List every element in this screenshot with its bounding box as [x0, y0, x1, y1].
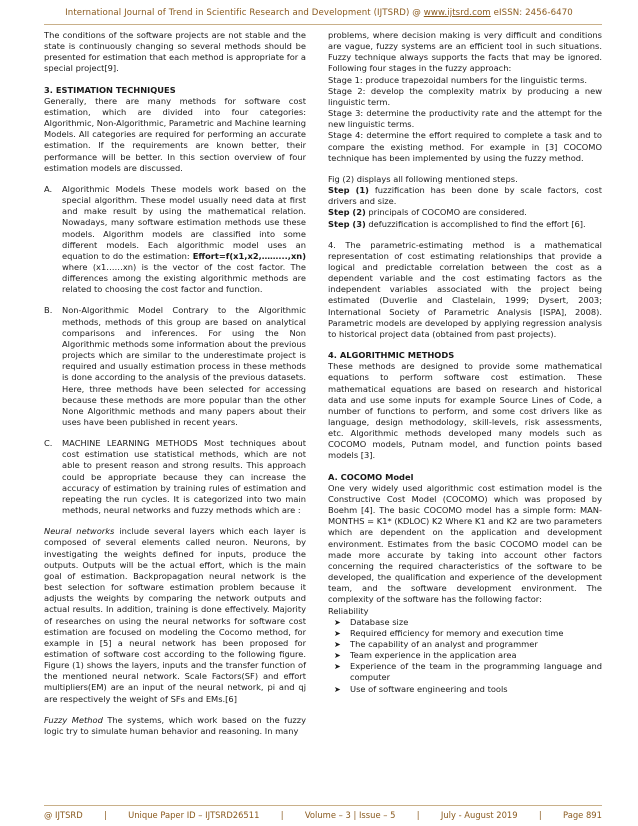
step-text: principals of COCOMO are considered. — [365, 207, 527, 218]
list-item — [328, 684, 602, 695]
arrow-bullet-icon: ➤ — [334, 639, 341, 649]
footer-rule — [44, 805, 602, 806]
section-heading: 3. ESTIMATION TECHNIQUES — [44, 84, 176, 95]
list-text: Non-Algorithmic Model Contrary to the Algorithmic methods, methods of this group are based on analytical comparisons and inferences. For using the Non Algorithmic methods some information about the previous projects which are similar to the underestimate project is required and usually estimation process in these methods is done according to the analysis of the previous datasets. Here, three methods have been selected for accessing because these methods are more popular than the other None Algorithmic methods and many papers about their uses have been published in recent years. — [62, 305, 306, 427]
footer-date: July - August 2019 — [440, 810, 518, 820]
effort-formula: Effort=f(x1,x2,……...,xn) — [192, 250, 306, 261]
paragraph: Generally, there are many methods for software cost estimation, which are divided into four categories: Algorithmic, Non-Algorithmic, Parametric and Machine learning Models. All categories are required for performing an accurate estimation. If the requirements are known better, their performance will be better. In this section overview of four estimation models are discussed. — [44, 95, 306, 173]
paragraph: These methods are designed to provide some mathematical equations to perform software cost estimation. These mathematical equations are based on research and historical data and use some inputs for example Source Lines of Code, a number of functions to perform, and some cost drivers like as language, design methodology, skill-levels, risk assessments, etc. Algorithmic methods developed many models such as COCOMO models, Putnam model, and function points based models [3]. — [328, 361, 602, 461]
paragraph — [44, 715, 306, 737]
step-1 — [328, 185, 602, 207]
list-item — [328, 650, 602, 661]
arrow-bullet-icon: ➤ — [334, 651, 341, 661]
list-item-non-algorithmic — [44, 305, 306, 428]
list-item-machine-learning — [44, 438, 306, 516]
footer-volume: Volume – 3 | Issue – 5 — [304, 810, 396, 820]
step-text: fuzzification has been done by scale factors, cost drivers and size. — [328, 185, 602, 207]
paragraph: problems, where decision making is very difficult and conditions are vague, fuzzy systems are an efficient tool in such situations. Fuzzy technique always supports the facts that may be ignored. Following four stages in the fuzzy approach: — [328, 30, 602, 74]
footer-paper-id: Unique Paper ID – IJTSRD26511 — [128, 810, 260, 820]
footer-site: @ IJTSRD — [44, 810, 83, 820]
journal-header — [0, 8, 638, 18]
right-column — [328, 30, 602, 695]
stage-2: Stage 2: develop the complexity matrix by producing a new linguistic term. — [328, 85, 602, 107]
step-text: defuzzification is accomplished to find the effort [6]. — [365, 218, 586, 229]
bullet-text: Experience of the team in the programming language and computer — [350, 661, 602, 683]
list-text: where (x1……xn) is the vector of the cost factor. The differences among the existing algorithmic methods are related to choosing the cost factor and function. — [62, 261, 306, 295]
footer-page: Page 891 — [563, 810, 602, 820]
footer-separator: | — [280, 810, 284, 820]
stage-4: Stage 4: determine the effort required to complete a task and to compare the existing method. For example in [3] COCOMO technique has been implemented by using the fuzzy method. — [328, 130, 602, 163]
step-label: Step (1) — [328, 185, 369, 196]
list-item — [328, 628, 602, 639]
term-label: Neural networks — [44, 526, 115, 537]
reliability-label: Reliability — [328, 605, 369, 616]
bullet-text: Use of software engineering and tools — [350, 683, 508, 694]
list-marker: A. — [44, 183, 53, 194]
factor-list — [328, 617, 602, 695]
journal-link[interactable]: www.ijtsrd.com — [423, 8, 491, 18]
issn: eISSN: 2456-6470 — [490, 8, 573, 18]
step-3 — [328, 219, 602, 230]
list-text: Algorithmic Models These models work based on the special algorithm. These model usually need data at first and make result by using the mathematical relation. Nowadays, many software estimation methods use these models. Algorithm models are classified into some different models. Each algorithmic model uses an equation to do the estimation: — [62, 183, 306, 261]
footer-separator: | — [416, 810, 420, 820]
paragraph — [44, 526, 306, 705]
arrow-bullet-icon: ➤ — [334, 617, 341, 627]
paragraph: 4. The parametric-estimating method is a mathematical representation of cost estimating relationships that provide a logical and predictable correlation between the cost as a dependent variable and the cost estimating factors as the independent variables associated with the project being estimated (Duverlie and Clastelain, 1999; Dysert, 2003; International Society of Parametric Analysis [ISPA], 2008). Parametric models are developed by applying regression analysis to historical project data (obtained from past projects). — [328, 239, 602, 339]
paragraph-text: The systems, which work based on the fuzzy logic try to simulate human behavior and reasoning. In many — [44, 714, 306, 736]
journal-title: International Journal of Trend in Scientific Research and Development (IJTSRD) @ — [65, 8, 424, 18]
list-item — [328, 661, 602, 683]
paragraph-text: include several layers which each layer is composed of several elements called neuron. Neurons, by investigating the weights defined for inputs, produce the outputs. Outputs will be the actual effort, which is the main goal of estimation. Backpropagation neural network is the best selection for software estimation problem because it adjusts the weights by comparing the network outputs and actual results. In addition, training is done effectively. Majority of researches on using the neural networks for software cost estimation are focused on modeling the Cocomo method, for example in [5] a neural network has been proposed for estimation of software cost according to the following figure. Figure (1) shows the layers, inputs and the transfer function of the mentioned neural network. Scale Factors(SF) and effort multipliers(EM) are an input of the neural network, pi and qj are respectively the weight of SFs and EMs.[6] — [44, 526, 306, 704]
step-label: Step (3) — [328, 218, 366, 229]
list-item — [328, 639, 602, 650]
list-marker: B. — [44, 305, 53, 316]
bullet-text: Required efficiency for memory and execution time — [350, 627, 564, 638]
footer-separator: | — [103, 810, 107, 820]
arrow-bullet-icon: ➤ — [334, 684, 341, 694]
stage-1: Stage 1: produce trapezoidal numbers for the linguistic terms. — [328, 74, 587, 85]
list-text: MACHINE LEARNING METHODS Most techniques about cost estimation use statistical methods, which are not able to present reason and strong results. This approach could be appropriate because they can increase the accuracy of estimation by training rules of estimation and repeating the run cycles. It is categorized into two main methods, neural networks and fuzzy methods which are : — [62, 438, 306, 516]
subsection-heading: A. COCOMO Model — [328, 471, 414, 482]
step-2 — [328, 207, 602, 218]
bullet-text: The capability of an analyst and programmer — [350, 638, 538, 649]
list-item-algorithmic — [44, 184, 306, 296]
term-label: Fuzzy Method — [44, 714, 103, 725]
page-footer — [44, 810, 602, 820]
paragraph: One very widely used algorithmic cost estimation model is the Constructive Cost Model (COCOMO) which was proposed by Boehm [4]. The basic COCOMO model has a simple form: MAN-MONTHS = K1* (KDLOC) K2 Where K1 and K2 are two parameters which are dependent on the application and development environment. Estimates from the basic COCOMO model can be made more accurate by taking into account other factors concerning the required characteristics of the software to be developed, the qualification and experience of the development team, and the software development environment. The complexity of the software has the following factor: — [328, 482, 602, 605]
section-heading: 4. ALGORITHMIC METHODS — [328, 350, 455, 361]
header-rule — [44, 24, 602, 25]
footer-separator: | — [538, 810, 542, 820]
figure-reference: Fig (2) displays all following mentioned steps. — [328, 173, 518, 184]
list-marker: C. — [44, 438, 53, 449]
arrow-bullet-icon: ➤ — [334, 662, 341, 672]
list-item — [328, 617, 602, 628]
bullet-text: Database size — [350, 616, 409, 627]
stage-3: Stage 3: determine the productivity rate and the attempt for the new linguistic terms. — [328, 108, 602, 130]
arrow-bullet-icon: ➤ — [334, 628, 341, 638]
bullet-text: Team experience in the application area — [350, 650, 517, 661]
left-column — [44, 30, 306, 747]
paragraph: The conditions of the software projects are not stable and the state is continuously changing so several methods should be presented for estimation that each method is appropriate for a special project[9]. — [44, 30, 306, 74]
step-label: Step (2) — [328, 207, 366, 218]
